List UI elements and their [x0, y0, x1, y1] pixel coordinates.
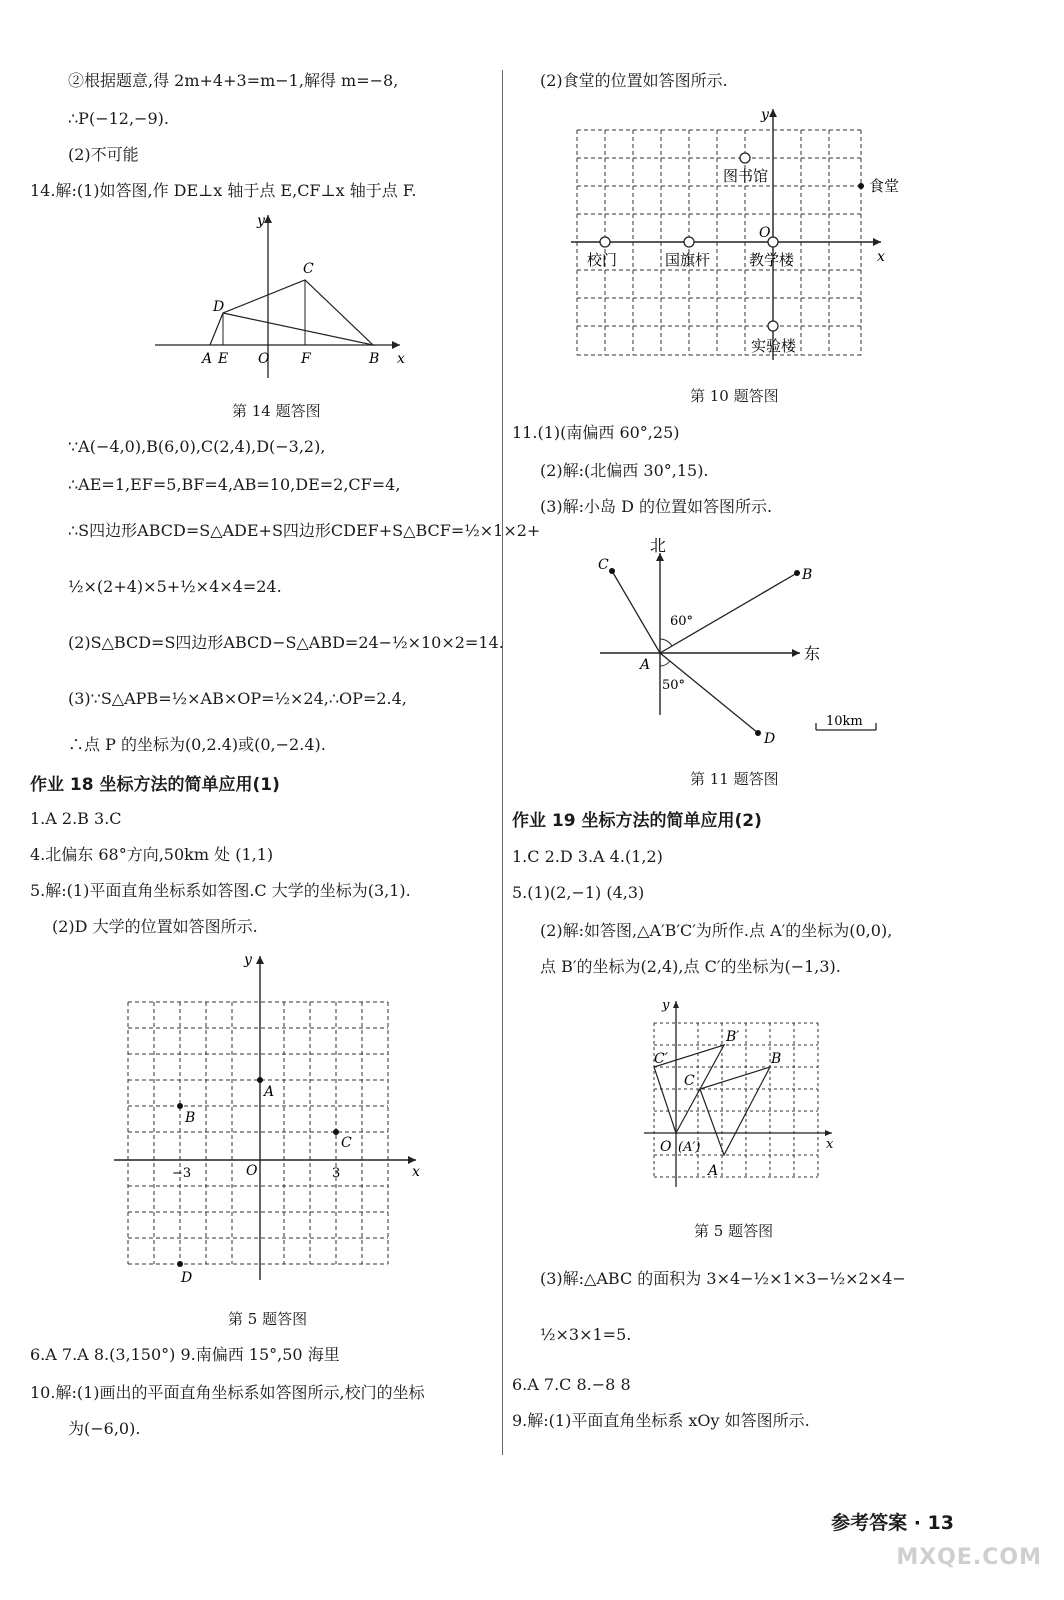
text-line: 5.(1)(2,−1) (4,3) — [512, 883, 645, 902]
figure-caption: 第 14 题答图 — [232, 402, 321, 420]
compass-label: 东 — [804, 644, 821, 663]
text-line: (3)解:△ABC 的面积为 3×4−½×1×3−½×2×4− — [540, 1269, 906, 1288]
figure-14 — [145, 210, 415, 380]
text-line: ②根据题意,得 2m+4+3=m−1,解得 m=−8, — [68, 71, 399, 90]
text-line: 为(−6,0). — [68, 1419, 141, 1438]
compass-label: 北 — [650, 536, 667, 555]
place-label: 图书馆 — [723, 167, 769, 185]
axis-label: x — [877, 249, 885, 265]
tick-label: −3 — [172, 1166, 192, 1181]
tick-label: 3 — [332, 1166, 341, 1181]
text-line: 5.解:(1)平面直角坐标系如答图.C 大学的坐标为(3,1). — [30, 881, 411, 900]
figure-5-grid — [110, 950, 430, 1285]
text-line: 6.A 7.A 8.(3,150°) 9.南偏西 15°,50 海里 — [30, 1345, 340, 1364]
point-label: D — [213, 299, 225, 315]
point-label: C — [684, 1073, 695, 1089]
point-label: B — [802, 567, 813, 583]
point-label: B — [771, 1051, 782, 1067]
section-heading-19: 作业 19 坐标方法的简单应用(2) — [512, 811, 762, 831]
text-line: 6.A 7.C 8.−8 8 — [512, 1375, 631, 1394]
text-line: 10.解:(1)画出的平面直角坐标系如答图所示,校门的坐标 — [30, 1383, 425, 1402]
figure-11-bearing — [590, 535, 890, 750]
text-line: 11.(1)(南偏西 60°,25) — [512, 423, 680, 442]
point-label: D — [764, 731, 776, 747]
text-line: 1.C 2.D 3.A 4.(1,2) — [512, 847, 663, 866]
point-label: B — [185, 1110, 196, 1126]
point-label: E — [218, 351, 229, 367]
axis-label: x — [412, 1164, 420, 1180]
text-line: ½×(2+4)×5+½×4×4=24. — [68, 577, 282, 596]
place-label: 实验楼 — [751, 337, 797, 355]
angle-label: 60° — [670, 614, 694, 629]
point-label: B′ — [726, 1029, 740, 1045]
point-label: O — [258, 351, 270, 367]
problem-14: 14.解:(1)如答图,作 DE⊥x 轴于点 E,CF⊥x 轴于点 F. — [30, 181, 417, 200]
figure-5b-grid — [638, 995, 838, 1190]
text-line: ∴AE=1,EF=5,BF=4,AB=10,DE=2,CF=4, — [68, 475, 401, 494]
text-line: ∴S四边形ABCD=S△ADE+S四边形CDEF+S△BCF=½×1×2+ — [68, 521, 541, 540]
text-line: ∵A(−4,0),B(6,0),C(2,4),D(−3,2), — [68, 437, 326, 456]
point-label: A — [264, 1084, 275, 1100]
point-label: F — [301, 351, 311, 367]
text-line: 4.北偏东 68°方向,50km 处 (1,1) — [30, 845, 274, 864]
text-line: (2)解:如答图,△A′B′C′为所作.点 A′的坐标为(0,0), — [540, 921, 893, 940]
text-line: 9.解:(1)平面直角坐标系 xOy 如答图所示. — [512, 1411, 810, 1430]
figure-10-grid — [565, 105, 915, 367]
text-line: (2)S△BCD=S四边形ABCD−S△ABD=24−½×10×2=14. — [68, 633, 504, 652]
text-line: (2)食堂的位置如答图所示. — [540, 71, 728, 90]
text-line: (3)解:小岛 D 的位置如答图所示. — [540, 497, 773, 516]
figure-caption: 第 5 题答图 — [228, 1310, 308, 1328]
place-label: 校门 — [587, 251, 618, 269]
page-footer: 参考答案 · 13 — [831, 1512, 954, 1534]
text-line: (3)∵S△APB=½×AB×OP=½×24,∴OP=2.4, — [68, 689, 407, 708]
section-heading-18: 作业 18 坐标方法的简单应用(1) — [30, 775, 280, 795]
origin-label: O — [759, 225, 771, 241]
text-line: ∴P(−12,−9). — [68, 109, 169, 128]
point-label: C — [598, 557, 609, 573]
text-line: 点 B′的坐标为(2,4),点 C′的坐标为(−1,3). — [540, 957, 841, 976]
figure-caption: 第 5 题答图 — [694, 1222, 774, 1240]
point-label: B — [369, 351, 380, 367]
point-label: C — [341, 1135, 352, 1151]
figure-caption: 第 11 题答图 — [690, 770, 779, 788]
text-line: 1.A 2.B 3.C — [30, 809, 122, 828]
text-line: (2)D 大学的位置如答图所示. — [52, 917, 258, 936]
place-label: 国旗杆 — [665, 251, 711, 269]
point-label: C′ — [654, 1051, 668, 1067]
place-label: 教学楼 — [749, 251, 795, 269]
angle-label: 50° — [662, 678, 686, 693]
point-label: (A′) — [678, 1140, 701, 1155]
figure-caption: 第 10 题答图 — [690, 387, 779, 405]
point-label: A — [708, 1163, 719, 1179]
axis-label: y — [244, 952, 252, 968]
text-line: ½×3×1=5. — [540, 1325, 632, 1344]
text-line: ∴点 P 的坐标为(0,2.4)或(0,−2.4). — [68, 735, 326, 754]
column-divider — [502, 70, 503, 1455]
place-label: 食堂 — [869, 177, 900, 195]
axis-label: x — [826, 1137, 834, 1152]
point-label: A — [640, 657, 651, 673]
scale-label: 10km — [826, 714, 863, 729]
origin-label: O — [246, 1163, 258, 1179]
axis-label: y — [257, 213, 265, 229]
point-label: A — [202, 351, 213, 367]
axis-label: x — [397, 351, 405, 367]
point-label: D — [181, 1270, 193, 1285]
text-line: (2)不可能 — [68, 145, 139, 164]
axis-label: y — [662, 998, 670, 1013]
origin-label: O — [660, 1139, 672, 1155]
text-line: (2)解:(北偏西 30°,15). — [540, 461, 709, 480]
axis-label: y — [761, 107, 769, 123]
watermark: MXQE.COM — [896, 1545, 1042, 1570]
point-label: C — [303, 261, 314, 277]
